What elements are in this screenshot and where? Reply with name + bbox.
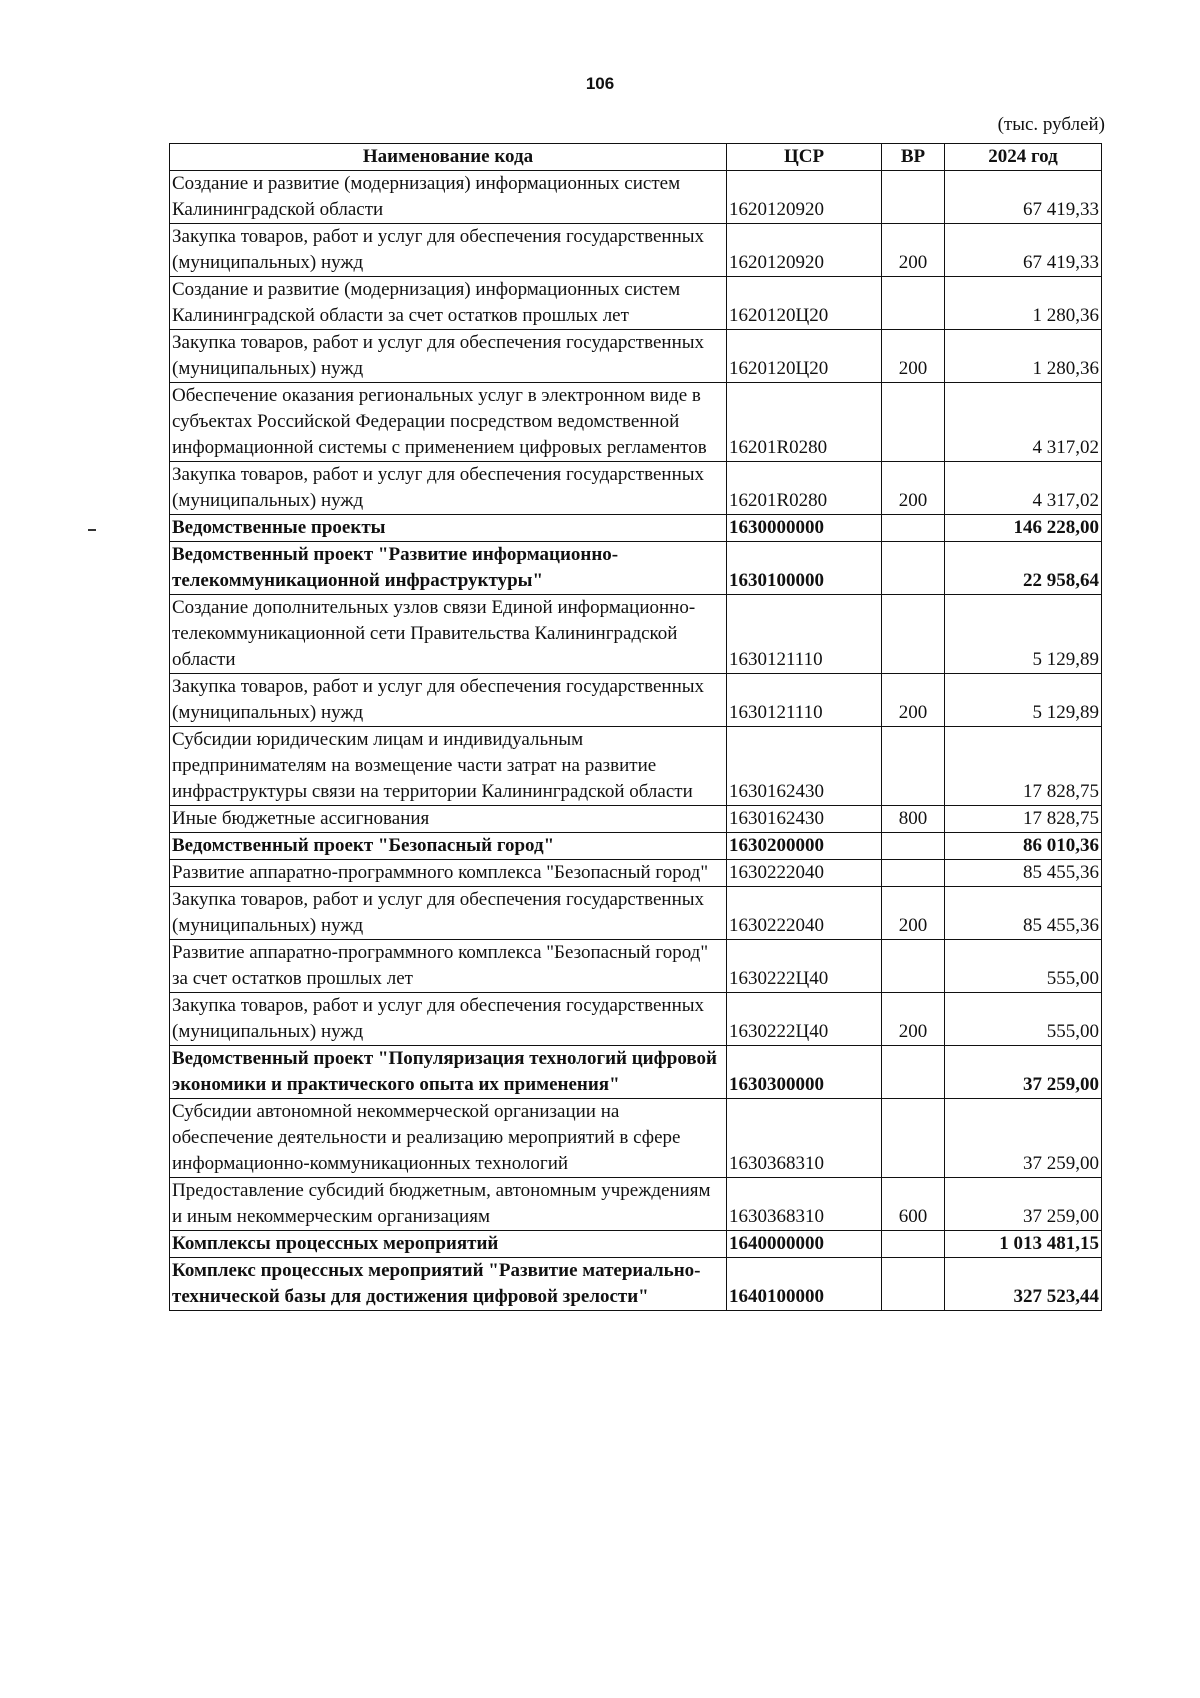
row-csr-cell: 1630300000 — [727, 1046, 882, 1099]
table-row — [170, 940, 1102, 993]
header-csr: ЦСР — [727, 144, 882, 171]
table-row — [170, 224, 1102, 277]
table-row — [170, 860, 1102, 887]
row-name-cell: Иные бюджетные ассигнования — [170, 806, 727, 833]
row-sum-cell: 555,00 — [945, 940, 1102, 993]
row-csr-cell: 1630222Ц40 — [727, 940, 882, 993]
row-sum-cell: 1 280,36 — [945, 277, 1102, 330]
row-vr-cell: 200 — [882, 462, 945, 515]
row-name-cell: Создание и развитие (модернизация) информационных систем Калининградской области — [170, 171, 727, 224]
table-row — [170, 171, 1102, 224]
row-vr-cell — [882, 860, 945, 887]
table-row — [170, 833, 1102, 860]
row-vr-cell — [882, 171, 945, 224]
row-name-cell: Ведомственный проект "Безопасный город" — [170, 833, 727, 860]
row-name-cell: Комплекс процессных мероприятий "Развитие материально-технической базы для достижения цифровой зрелости" — [170, 1258, 727, 1311]
table-row — [170, 993, 1102, 1046]
row-name-cell: Субсидии автономной некоммерческой организации на обеспечение деятельности и реализацию мероприятий в сфере информационно-коммуникационных технологий — [170, 1099, 727, 1178]
row-sum-cell: 85 455,36 — [945, 860, 1102, 887]
header-name: Наименование кода — [170, 144, 727, 171]
table-row — [170, 1231, 1102, 1258]
margin-mark — [88, 529, 96, 531]
row-sum-cell: 555,00 — [945, 993, 1102, 1046]
row-sum-cell: 5 129,89 — [945, 674, 1102, 727]
row-vr-cell — [882, 1046, 945, 1099]
header-year: 2024 год — [945, 144, 1102, 171]
table-row — [170, 806, 1102, 833]
row-sum-cell: 37 259,00 — [945, 1046, 1102, 1099]
row-csr-cell: 1630100000 — [727, 542, 882, 595]
row-csr-cell: 1620120920 — [727, 224, 882, 277]
row-csr-cell: 1630222Ц40 — [727, 993, 882, 1046]
row-csr-cell: 1630368310 — [727, 1178, 882, 1231]
table-header-row — [170, 144, 1102, 171]
row-csr-cell: 1630222040 — [727, 887, 882, 940]
row-vr-cell: 800 — [882, 806, 945, 833]
header-vr: ВР — [882, 144, 945, 171]
row-vr-cell: 200 — [882, 887, 945, 940]
row-vr-cell — [882, 515, 945, 542]
table-row — [170, 462, 1102, 515]
row-csr-cell: 1630121110 — [727, 595, 882, 674]
units-label: (тыс. рублей) — [997, 114, 1105, 135]
row-name-cell: Закупка товаров, работ и услуг для обеспечения государственных (муниципальных) нужд — [170, 993, 727, 1046]
row-vr-cell — [882, 1231, 945, 1258]
row-csr-cell: 1630162430 — [727, 727, 882, 806]
row-name-cell: Закупка товаров, работ и услуг для обеспечения государственных (муниципальных) нужд — [170, 224, 727, 277]
row-name-cell: Ведомственные проекты — [170, 515, 727, 542]
row-csr-cell: 1620120920 — [727, 171, 882, 224]
table-row — [170, 887, 1102, 940]
table-row — [170, 1046, 1102, 1099]
row-vr-cell — [882, 727, 945, 806]
page-number: 106 — [585, 74, 615, 93]
row-csr-cell: 1630000000 — [727, 515, 882, 542]
row-sum-cell: 5 129,89 — [945, 595, 1102, 674]
row-name-cell: Закупка товаров, работ и услуг для обеспечения государственных (муниципальных) нужд — [170, 462, 727, 515]
row-vr-cell — [882, 940, 945, 993]
row-csr-cell: 1640000000 — [727, 1231, 882, 1258]
row-csr-cell: 1630162430 — [727, 806, 882, 833]
table-row — [170, 277, 1102, 330]
budget-table — [169, 143, 1102, 1311]
row-sum-cell: 37 259,00 — [945, 1178, 1102, 1231]
row-vr-cell — [882, 383, 945, 462]
row-vr-cell: 200 — [882, 674, 945, 727]
table-row — [170, 383, 1102, 462]
row-sum-cell: 17 828,75 — [945, 727, 1102, 806]
row-sum-cell: 22 958,64 — [945, 542, 1102, 595]
row-csr-cell: 1630222040 — [727, 860, 882, 887]
row-name-cell: Субсидии юридическим лицам и индивидуальным предпринимателям на возмещение части затрат на развитие инфраструктуры связи на территории Калининградской области — [170, 727, 727, 806]
row-sum-cell: 67 419,33 — [945, 171, 1102, 224]
row-csr-cell: 16201R0280 — [727, 462, 882, 515]
row-name-cell: Создание дополнительных узлов связи Единой информационно-телекоммуникационной сети Правительства Калининградской области — [170, 595, 727, 674]
row-vr-cell — [882, 277, 945, 330]
table-row — [170, 595, 1102, 674]
row-name-cell: Развитие аппаратно-программного комплекса "Безопасный город" — [170, 860, 727, 887]
row-sum-cell: 86 010,36 — [945, 833, 1102, 860]
row-sum-cell: 327 523,44 — [945, 1258, 1102, 1311]
row-csr-cell: 1620120Ц20 — [727, 277, 882, 330]
table-row — [170, 727, 1102, 806]
row-vr-cell: 200 — [882, 993, 945, 1046]
row-sum-cell: 4 317,02 — [945, 462, 1102, 515]
row-name-cell: Ведомственный проект "Развитие информационно-телекоммуникационной инфраструктуры" — [170, 542, 727, 595]
row-name-cell: Предоставление субсидий бюджетным, автономным учреждениям и иным некоммерческим организациям — [170, 1178, 727, 1231]
row-sum-cell: 1 013 481,15 — [945, 1231, 1102, 1258]
row-name-cell: Ведомственный проект "Популяризация технологий цифровой экономики и практического опыта их применения" — [170, 1046, 727, 1099]
row-vr-cell — [882, 1258, 945, 1311]
row-name-cell: Закупка товаров, работ и услуг для обеспечения государственных (муниципальных) нужд — [170, 674, 727, 727]
row-name-cell: Комплексы процессных мероприятий — [170, 1231, 727, 1258]
row-sum-cell: 146 228,00 — [945, 515, 1102, 542]
row-vr-cell — [882, 1099, 945, 1178]
row-csr-cell: 1630368310 — [727, 1099, 882, 1178]
row-name-cell: Создание и развитие (модернизация) информационных систем Калининградской области за счет остатков прошлых лет — [170, 277, 727, 330]
table-row — [170, 515, 1102, 542]
row-vr-cell: 200 — [882, 330, 945, 383]
row-name-cell: Развитие аппаратно-программного комплекса "Безопасный город" за счет остатков прошлых лет — [170, 940, 727, 993]
table-row — [170, 542, 1102, 595]
table-row — [170, 330, 1102, 383]
row-csr-cell: 1640100000 — [727, 1258, 882, 1311]
row-csr-cell: 1620120Ц20 — [727, 330, 882, 383]
row-name-cell: Обеспечение оказания региональных услуг в электронном виде в субъектах Российской Федерации посредством ведомственной информационной системы с применением цифровых регламентов — [170, 383, 727, 462]
row-csr-cell: 1630200000 — [727, 833, 882, 860]
row-sum-cell: 37 259,00 — [945, 1099, 1102, 1178]
row-csr-cell: 1630121110 — [727, 674, 882, 727]
table-row — [170, 1099, 1102, 1178]
row-vr-cell — [882, 595, 945, 674]
row-sum-cell: 85 455,36 — [945, 887, 1102, 940]
table-body — [170, 171, 1102, 1311]
row-vr-cell: 600 — [882, 1178, 945, 1231]
row-name-cell: Закупка товаров, работ и услуг для обеспечения государственных (муниципальных) нужд — [170, 330, 727, 383]
table-row — [170, 1258, 1102, 1311]
row-sum-cell: 4 317,02 — [945, 383, 1102, 462]
table-row — [170, 674, 1102, 727]
row-sum-cell: 1 280,36 — [945, 330, 1102, 383]
row-sum-cell: 17 828,75 — [945, 806, 1102, 833]
row-vr-cell — [882, 542, 945, 595]
row-vr-cell — [882, 833, 945, 860]
table-row — [170, 1178, 1102, 1231]
row-vr-cell: 200 — [882, 224, 945, 277]
row-sum-cell: 67 419,33 — [945, 224, 1102, 277]
row-name-cell: Закупка товаров, работ и услуг для обеспечения государственных (муниципальных) нужд — [170, 887, 727, 940]
row-csr-cell: 16201R0280 — [727, 383, 882, 462]
